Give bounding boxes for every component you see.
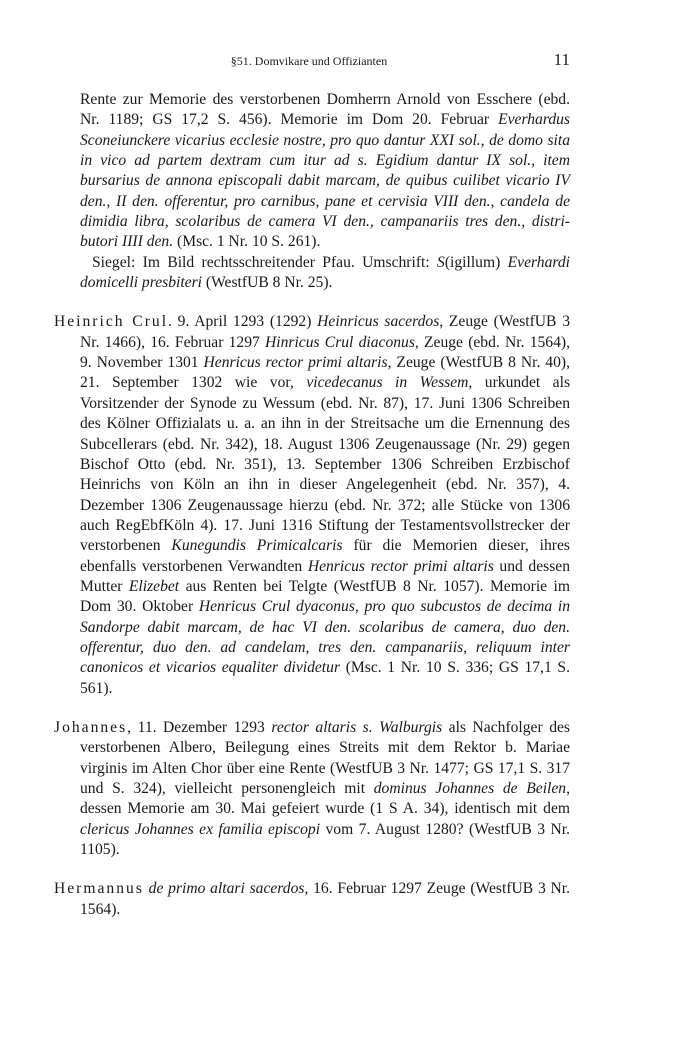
latin-quote: Henricus rector primi altaris: [203, 354, 388, 372]
person-name: Heinrich Crul: [54, 313, 169, 331]
text-run: (Msc. 1 Nr. 10 S. 261).: [173, 233, 321, 251]
latin-quote: rector altaris s. Walburgis: [271, 718, 443, 736]
paragraph-siegel: [54, 253, 570, 294]
page-number: 11: [553, 50, 570, 69]
text-run: , urkundet als Vorsitzender der Synode zu Wessum (ebd. Nr. 87), 17. Juni 1306 Schreiben des Kölner Offizialats u. a. an ihn in der Streitsache um die Ernennung des Subcellerars (ebd. Nr. 342), 18. August 1306 Zeugenaussage (Nr. 29) gegen Bischof Otto (ebd. Nr. 351), 13. September 1306 Schreiben Erzbischof Heinrichs von Köln an ihn in dieser Angelegenheit (ebd. Nr. 357), 4. Dezember 1306 Zeugenaussage hierzu (ebd. Nr. 372; alle Stücke von 1306 auch RegEbfKöln 4). 17. Juni 1316 Stiftung der Testamentsvollstrecker der verstorbenen: [80, 374, 571, 555]
text-run: (WestfUB 8 Nr. 25).: [202, 274, 333, 292]
text-run: und dessen Mutter: [80, 557, 570, 595]
running-header: [48, 50, 570, 72]
text-run: , Zeuge (WestfUB 8 Nr. 40), 21. September 1302 wie vor,: [80, 354, 570, 392]
text-run: (Msc. 1 Nr. 10 S. 336; GS 17,1 S. 561).: [80, 659, 570, 697]
latin-quote: Kunegundis Primicalcaris: [171, 537, 343, 555]
text-run: , dessen Memorie am 30. Mai gefeiert wurde (1 S A. 34), identisch mit dem: [80, 780, 570, 818]
latin-quote: Everhardus Sconeiunckere vicarius ecclesie nostre, pro quo dantur XXI sol., de domo sita in vico ad partem dextram cum itur ad s. Egidium dantur IX sol., item bursarius de annona episcopali dabit marcam, de quibus cuilibet vicario IV den., II den. offerentur, pro carnibus, pane et cervisia VIII den., candela de dimidia libra, scolaribus de camera VI den., campanariis tres den., distributori IIII den.: [80, 111, 570, 251]
latin-quote: Elizebet: [128, 577, 180, 595]
entry-hermannus: [54, 879, 570, 920]
text-run: aus Renten bei Telgte (WestfUB 8 Nr. 1057). Memorie im Dom 30. Oktober: [80, 577, 570, 616]
text-run: , 16. Februar 1297 Zeuge (WestfUB 3 Nr. 1564).: [80, 880, 570, 918]
text-run: Rente zur Memorie des verstorbenen Domherrn Arnold von Esschere (ebd. Nr. 1189; GS 17,2 S. 456). Memorie im Dom 20. Februar: [80, 91, 570, 129]
latin-quote: de primo altari sacerdos: [148, 880, 305, 898]
paragraph-arnold-memorie: [54, 90, 570, 253]
text-run: als Nachfolger des verstorbenen Albero, Beilegung eines Streits mit dem Rektor b. Mariae virginis im Alten Chor über eine Rente (WestfUB 3 Nr. 1477; GS 17,1 S. 317 und S. 324), vielleicht personengleich mit: [80, 718, 570, 797]
running-title: §51. Domvikare und Offizianten: [230, 54, 388, 68]
latin-quote: S: [437, 253, 445, 271]
text-run: vom 7. August 1280? (WestfUB 3 Nr. 1105).: [80, 820, 570, 859]
body-text: [54, 90, 570, 920]
latin-quote: dominus Johannes de Beilen: [373, 780, 567, 797]
person-name: Hermannus: [54, 880, 144, 898]
entry-heinrich-crul: [54, 312, 570, 699]
latin-quote: Everhardi domicelli presbiteri: [80, 253, 571, 292]
text-run: , Zeuge (WestfUB 3 Nr. 1466), 16. Februar 1297: [80, 313, 570, 351]
latin-quote: Hinricus Crul diaconus: [265, 333, 415, 351]
latin-quote: clericus Johannes ex familia episcopi: [80, 820, 321, 838]
person-name: Johannes: [54, 718, 128, 736]
latin-quote: Henricus Crul dyaconus, pro quo subcustos de decima in Sandorpe dabit marcam, de hac VI den. scolaribus de camera, duo den. offerentur, duo den. ad candelam, tres den. campanariis, reliquum inter canonicos et vicarios equaliter dividetur: [80, 598, 570, 677]
text-run: . 9. April 1293 (1292): [168, 313, 318, 331]
latin-quote: vicedecanus in Wessem: [306, 374, 469, 392]
text-run: , 11. Dezember 1293: [127, 718, 272, 736]
text-run: Siegel: Im Bild rechtsschreitender Pfau. Umschrift:: [92, 253, 438, 271]
text-run: für die Memorien dieser, ihres ebenfalls verstorbenen Verwandten: [80, 537, 570, 575]
text-run: (igillum): [444, 253, 508, 271]
entry-johannes: [54, 718, 570, 860]
latin-quote: Henricus rector primi altaris: [307, 557, 494, 575]
text-run: , Zeuge (ebd. Nr. 1564), 9. November 1301: [80, 333, 570, 372]
latin-quote: Heinricus sacerdos: [317, 313, 440, 331]
